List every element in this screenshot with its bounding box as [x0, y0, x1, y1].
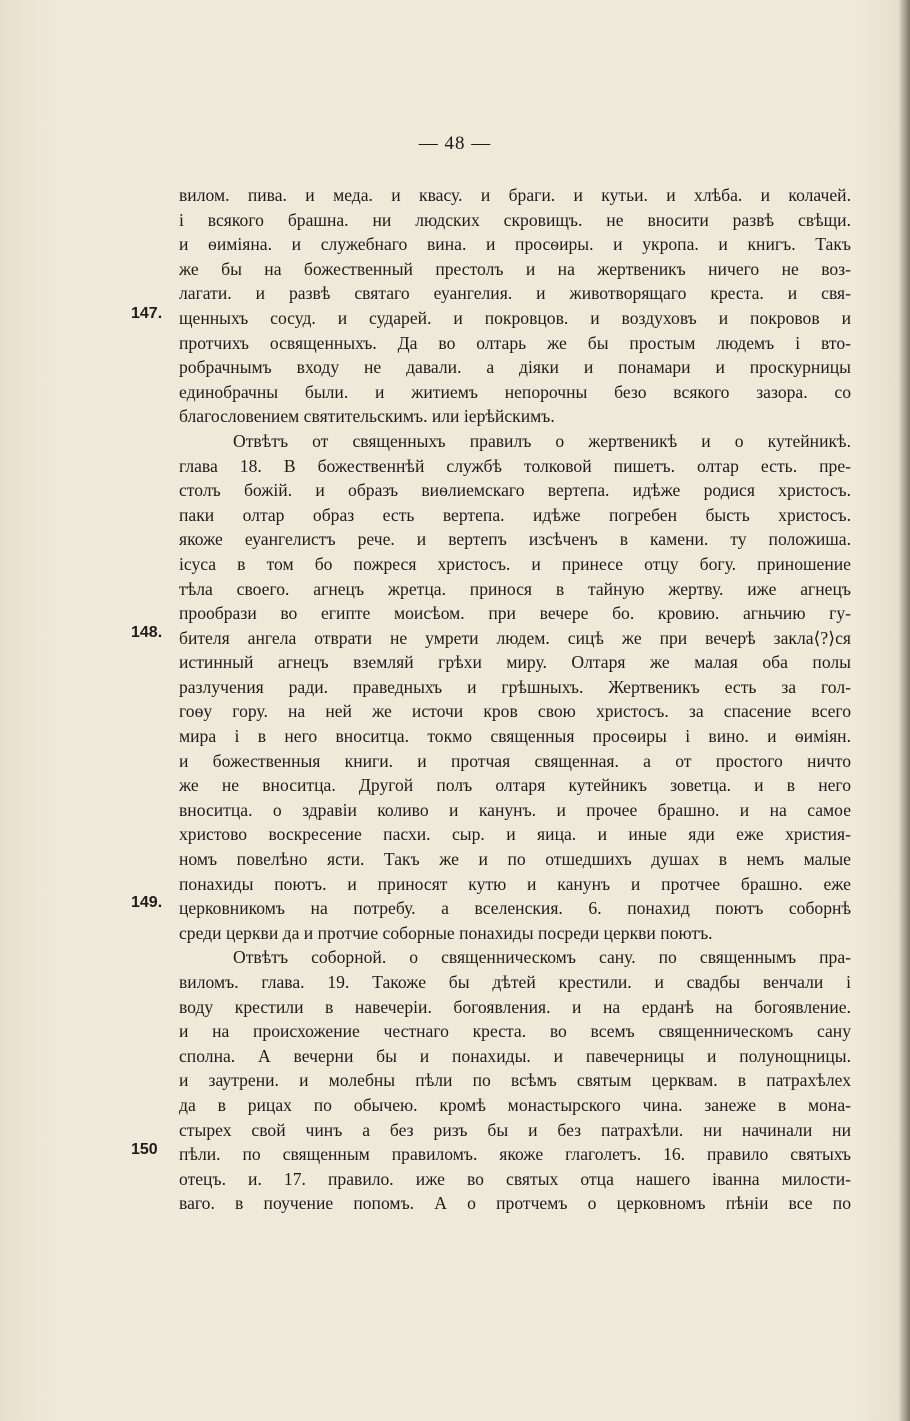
text-line: паки олтар образ есть вертепа. идѣже погребен бысть христосъ.: [179, 504, 851, 525]
text-line: мира і в него вноситца. токмо священныя просѳиры і вино. и ѳиміян.: [179, 726, 851, 747]
text-line: и ѳиміяна. и служебнаго вина. и просѳиры. и укропа. и книгъ. Такъ: [179, 234, 851, 255]
text-line: якоже еуангелистъ рече. и вертепъ изсѣченъ в камени. ту положиша.: [179, 529, 851, 550]
text-line: прообрази во египте моисѣом. при вечере бо. кровию. агньчию гу-: [179, 603, 851, 624]
text-line: да в рицах по обычею. кромѣ монастырского чина. занеже в мона-: [179, 1094, 851, 1115]
text-line: бителя ангела отврати не умрети людем. сицѣ же при вечерѣ закла⟨?⟩ся: [179, 627, 851, 648]
text-line: понахиды поютъ. и приносят кутю и канунъ и протчее брашно. еже: [179, 873, 851, 894]
page-edge-shadow: [898, 0, 910, 1421]
text-line: протчихъ освященныхъ. Да во олтарь же бы простым людемъ і вто-: [179, 332, 851, 353]
text-line: церковникомъ на потребу. а вселенския. 6. понахид поютъ соборнѣ: [179, 898, 851, 919]
text-line: истинный агнецъ вземляй грѣхи миру. Олтаря же малая оба полы: [179, 652, 851, 673]
margin-number-149: 149.: [131, 894, 163, 911]
text-line: тѣла своего. агнецъ жретца. принося в тайную жертву. иже агнецъ: [179, 578, 851, 599]
text-line: христово воскресение пасхи. сыр. и яица. и иные яди еже христия-: [179, 824, 851, 845]
text-line: робрачнымъ входу не давали. а діяки и понамари и проскурницы: [179, 357, 851, 378]
text-line: благословением святительскимъ. или іерѣйскимъ.: [179, 406, 555, 427]
text-line: гоѳу гору. на ней же источи кров свою христосъ. за спасение всего: [179, 701, 851, 722]
text-line: і всякого брашна. ни людских скровищъ. не вносити развѣ свѣщи.: [179, 209, 851, 230]
margin-number-150: 150: [131, 1141, 158, 1158]
text-line: пѣли. по священным правиломъ. якоже глаголетъ. 16. правило святыхъ: [179, 1144, 851, 1165]
text-line: сполна. А вечерни бы и понахиды. и павечерницы и полунощницы.: [179, 1045, 851, 1066]
text-line: же бы на божественный престолъ и на жертвеникъ ничего не воз-: [179, 258, 851, 279]
text-line: среди церкви да и протчие соборные понахиды посреди церкви поютъ.: [179, 922, 713, 943]
text-line: же не вноситца. Другой полъ олтаря кутейникъ зоветца. и в него: [179, 775, 851, 796]
text-line: глава 18. В божественнѣй службѣ толковой пишетъ. олтар есть. пре-: [179, 455, 851, 476]
margin-number-147: 147.: [131, 305, 163, 322]
text-line: единобрачны были. и житиемъ непорочны безо всякого зазора. со: [179, 381, 851, 402]
text-line: и на происхожение честнаго креста. во всемъ священническомъ сану: [179, 1021, 851, 1042]
text-line: ваго. в поучение попомъ. А о протчемъ о церковномъ пѣніи все по: [179, 1193, 851, 1214]
text-line: виломъ. глава. 19. Такоже бы дѣтей крестили. и свадбы венчали і: [179, 972, 851, 992]
body-text: [179, 183, 851, 1216]
text-line: стырех свой чинъ а без ризъ бы и без патрахѣли. ни начинали ни: [179, 1119, 851, 1140]
text-line: разлучения ради. праведныхъ и грѣшныхъ. Жертвеникъ есть за гол-: [179, 676, 851, 697]
text-line: и заутрени. и молебны пѣли по всѣмъ святым церквам. в патрахѣлех: [179, 1070, 851, 1091]
text-line: вилом. пива. и меда. и квасу. и браги. и кутьи. и хлѣба. и колачей.: [179, 185, 851, 205]
text-line: Отвѣтъ соборной. о священническомъ сану. по священнымъ пра-: [233, 947, 851, 968]
text-line: и божественныя книги. и протчая священная. а от простого ничто: [179, 750, 851, 771]
text-line: вноситца. о здравіи коливо и канунъ. и прочее брашно. и на самое: [179, 799, 851, 820]
text-line: лагати. и развѣ святаго еуангелия. и животворящаго креста. и свя-: [179, 283, 851, 304]
text-line: воду крестили в навечеріи. богоявления. и на ерданѣ на богоявление.: [179, 996, 851, 1017]
text-line: Отвѣтъ от священныхъ правилъ о жертвеникѣ и о кутейникѣ.: [233, 430, 851, 451]
text-line: ісуса в том бо пожреся христосъ. и принесе отцу богу. приношение: [179, 553, 851, 574]
text-line: щенныхъ сосуд. и сударей. и покровцов. и воздуховъ и покровов и: [179, 307, 851, 328]
text-line: отецъ. и. 17. правило. иже во святых отца нашего іванна милости-: [179, 1168, 851, 1189]
page-number: — 48 —: [418, 133, 492, 154]
text-line: столъ божій. и образъ виѳлиемскаго вертепа. идѣже родися христосъ.: [179, 480, 851, 501]
margin-number-148: 148.: [131, 624, 163, 641]
text-line: номъ повелѣно ясти. Такъ же и по отшедшихъ душах в немъ малые: [179, 849, 851, 870]
